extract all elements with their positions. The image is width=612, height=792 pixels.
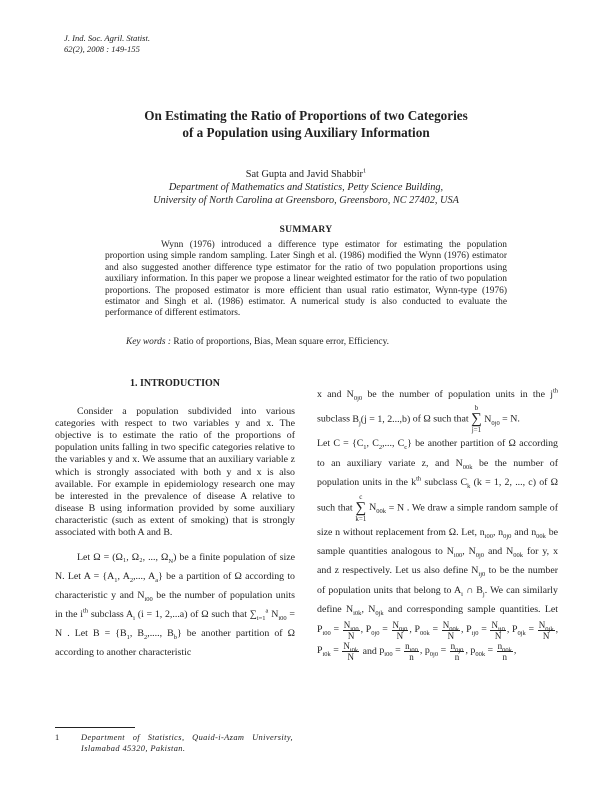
equation-partition-a: $A = \{A_1$, $A_2$,..., $A_a$} [83, 571, 163, 585]
equation-p-0j0: $P_{0j0}$ = $\frac{N_{0j0}}{N}$ , [365, 619, 412, 641]
equation-p-00k: $P_{00k}$ = $\frac{N_{00k}}{N}$ , [414, 619, 464, 641]
footnote-mark: 1 [55, 733, 60, 742]
text-run: and [362, 645, 377, 657]
text-run: be the number of population units in the k [317, 457, 559, 489]
text-run: be a partition of Ω according to characteristic y and N [55, 571, 295, 602]
equation-partition-c: $C = \{C_1$, $C_2$,..., $C_c$} [333, 438, 412, 452]
text-run: be a finite population of size N. Let [55, 552, 295, 583]
abstract-text: Wynn (1976) introduced a difference type estimator for estimating the population proportion using simple random sampling. Later Singh et al. (1986) modified the Wynn (1976) estimator and also suggested another difference type estimator for the ratio of two population proportions using auxiliary information. In this paper we propose a linear weighted estimator for the ratio of two population proportions. The proposed estimator is more efficient than usual ratio estimator, Wynn-type (1976) estimator and Singh et al. (1986) estimator. A numerical study is also conducted to evaluate the performance of different estimators. [105, 240, 507, 319]
text-run: . We can similarly define N [317, 584, 558, 616]
text-run: be the number of population units in the i [55, 590, 295, 621]
paper-title [80, 107, 532, 141]
author-block [80, 168, 532, 207]
text-run: (k = 1, 2, ..., c) of Ω such that [317, 477, 559, 513]
journal-volume: 62(2), 2008 : 149-155 [64, 44, 140, 54]
title-line-1: On Estimating the Ratio of Proportions of two Categories [144, 108, 468, 123]
right-column [317, 385, 558, 662]
author-names [80, 168, 532, 181]
journal-name: J. Ind. Soc. Agril. Statist. [64, 33, 151, 43]
equation-partition-b: $B = \{B_1$, $B_2$,...., $B_b$} [92, 628, 182, 642]
text-run: = N. [502, 413, 520, 425]
intro-paragraph-1: Consider a population subdivided into various categories with respect to two variables y and x. The objective is to estimate the ratio of the proportions of population units falling in two specific categories relative to the variables y and x. We assume that an auxiliary variable z which is strongly associated with both y and x is also available. For example in epidemiology research one may be interested in the prevalence of disease A relative to disease B using information provided by some auxiliary characteristic (such as extent of smoking) that is strongly associated with both A and B. [55, 406, 295, 539]
text-run: and corresponding sample quantities. Let [388, 604, 559, 616]
equation-sum-c: c ∑ k=1 [355, 492, 367, 523]
text-run: = N . Let [55, 609, 295, 640]
equation-p-ij0: $P_{ij0}$ = $\frac{N_{ij0}}{N}$ , [466, 619, 510, 641]
abstract [105, 240, 507, 320]
equation-p-hat-00k: $p_{00k}$ = $\frac{n_{00k}}{n}$ , [470, 640, 517, 662]
section-heading-introduction: 1. INTRODUCTION [129, 378, 220, 389]
keywords [126, 337, 507, 347]
left-column [55, 378, 295, 662]
text-run: = N . We draw a simple random sample of size n without replacement from Ω. Let, n [317, 501, 558, 538]
equation-subclass-b: $B_j(j = 1$, 2...,b) [352, 413, 411, 427]
title-line-2: of a Population using Auxiliary Information [182, 125, 430, 140]
text-run: be another partition of Ω according to an auxiliary variate z, and [317, 438, 558, 469]
text-run: subclass [90, 609, 124, 621]
equation-sum-a: $\sum_{i=1}^a$ $N_{i00}$ [249, 607, 287, 623]
journal-citation [64, 33, 150, 55]
text-run: be sample quantities analogous to N [317, 526, 559, 558]
text-run: to be the number of population units that belong to [317, 565, 559, 596]
text-run: Let [317, 438, 331, 450]
equation-p-hat-0j0: $p_{0j0}$ = $\frac{n_{0j0}}{n}$ , [424, 640, 468, 662]
equation-omega: Ω = (Ω₁, Ω₂, ..., $\Omega_N$) [93, 552, 177, 566]
equation-p-i00: $P_{i00}$ = $\frac{N_{i00}}{N}$ , [317, 619, 364, 641]
text-run: subclass C [424, 477, 468, 489]
equation-n00k-sum: $N_{00k}$ [369, 501, 386, 515]
equation-p-hat-i00: $p_{i00}$ = $\frac{n_{i00}}{n}$ , [379, 640, 423, 662]
text-run: be the number of population units in the j [367, 389, 553, 400]
omega-expr: Ω = (Ω₁, Ω₂, ..., Ω [93, 552, 169, 564]
text-run: for y, x and z respectively. Let us also define N [317, 546, 559, 577]
equation-n0j0-sum: $N_{0j0}$ [484, 413, 500, 427]
text-run: subclass [317, 413, 350, 425]
text-run: (i = 1, 2,...a) of Ω such that [137, 609, 247, 621]
right-paragraph-1: x and $N_{0j0}$ be the number of population units in the $j^{th}$ subclass $B_j(j = 1$, 2...,b) of Ω such that b ∑ j=1 $N_{0j0} = N$. [317, 387, 558, 435]
keywords-list: Ratio of proportions, Bias, Mean square error, Efficiency. [173, 337, 390, 347]
text-run: be another partition of Ω according to another characteristic [55, 628, 296, 659]
equation-subclass-a: $A_i$ [125, 609, 135, 623]
affiliation-line-2: University of North Carolina at Greensboro, Greensboro, NC 27402, USA [153, 195, 459, 206]
text-let: Let [77, 552, 91, 564]
equation-p-i0k: $P_{i0k}$ = $\frac{N_{i0k}}{N}$ [317, 640, 359, 662]
author-footnote-mark: 1 [363, 167, 367, 175]
author-names-text: Sat Gupta and Javid Shabbir [245, 169, 363, 180]
equation-n0j0: $N_{0j0}$ [346, 389, 363, 402]
equation-n00k: $N_{00k}$ [455, 457, 473, 471]
equation-intersection: $A_i$ ∩ $B_j$ [454, 584, 485, 598]
equation-p-0jk: $P_{0jk}$ = $\frac{N_{0jk}}{N}$ , [512, 619, 559, 641]
footnote-rule [55, 727, 135, 728]
summary-heading: SUMMARY [279, 224, 333, 235]
affiliation-line-1: Department of Mathematics and Statistics, Petty Science Building, [168, 182, 444, 193]
text-run: x and [317, 389, 342, 400]
text-run: of Ω such that [412, 413, 469, 425]
keywords-label: Key words : [126, 337, 171, 347]
footnote-text: Department of Statistics, Quaid-i-Azam University, Islamabad 45320, Pakistan. [81, 733, 293, 753]
right-paragraph-2: Let $C = \{C_1$, $C_2$,..., $C_c$} be another partition of Ω according to an auxiliary variate z, and $N_{00k}$ be the number of population units in the $k^{th}$ subclass $C_k$ (k = 1, 2, ..., c) of Ω such that c ∑ k=1 $N_{00k} = N$ . We draw a simple random sample of size n without replacement from Ω. Let, $n_{i00}$, $n_{0j0}$ and $n_{00k}$ be sample quantities analogous to $N_{i00}$, $N_{0j0}$ and $N_{00k}$ for y, x and z respectively. Let us also define $N_{ij0}$ to be the number of population units that belong to $A_i$ ∩ $B_j$. We can similarly define $N_{i0k}$, $N_{0jk}$ and corresponding sample quantities. Let $P_{i00}$ = $\frac{N_{i00}}{N}$ , $P_{0j0}$ = $\frac{N_{0j0}}{N}$ , $P_{00k}$ = $\frac{N_{00k}}{N}$ , $P_{ij0}$ = $\frac{N_{ij0}}{N}$ , $P_{0jk}$ = $\frac{N_{0jk}}{N}$ , $P_{i0k}$ = $\frac{N_{i0k}}{N}$ and $p_{i00}$ = $\frac{n_{i00}}{n}$ , $p_{0j0}$ = $\frac{n_{0j0}}{n}$ , $p_{00k}$ = $\frac{n_{00k}}{n}$ , [317, 438, 559, 662]
equation-sum-b: b ∑ j=1 [471, 404, 482, 435]
footnote [55, 732, 295, 754]
intro-paragraph-2: Let Ω = (Ω₁, Ω₂, ..., $\Omega_N$) be a finite population of size N. Let $A = \{A_1$, $A_2$,..., $A_a$} be a partition of Ω according to characteristic y and $N_{i00}$ be the number of population units in the $i^{th}$ subclass $A_i$ (i = 1, 2,...a) of Ω such that $\sum_{i=1}^a$ $N_{i00} = N$ . Let $B = \{B_1$, $B_2$,...., $B_b$} be another partition of Ω according to another characteristic [55, 552, 296, 659]
